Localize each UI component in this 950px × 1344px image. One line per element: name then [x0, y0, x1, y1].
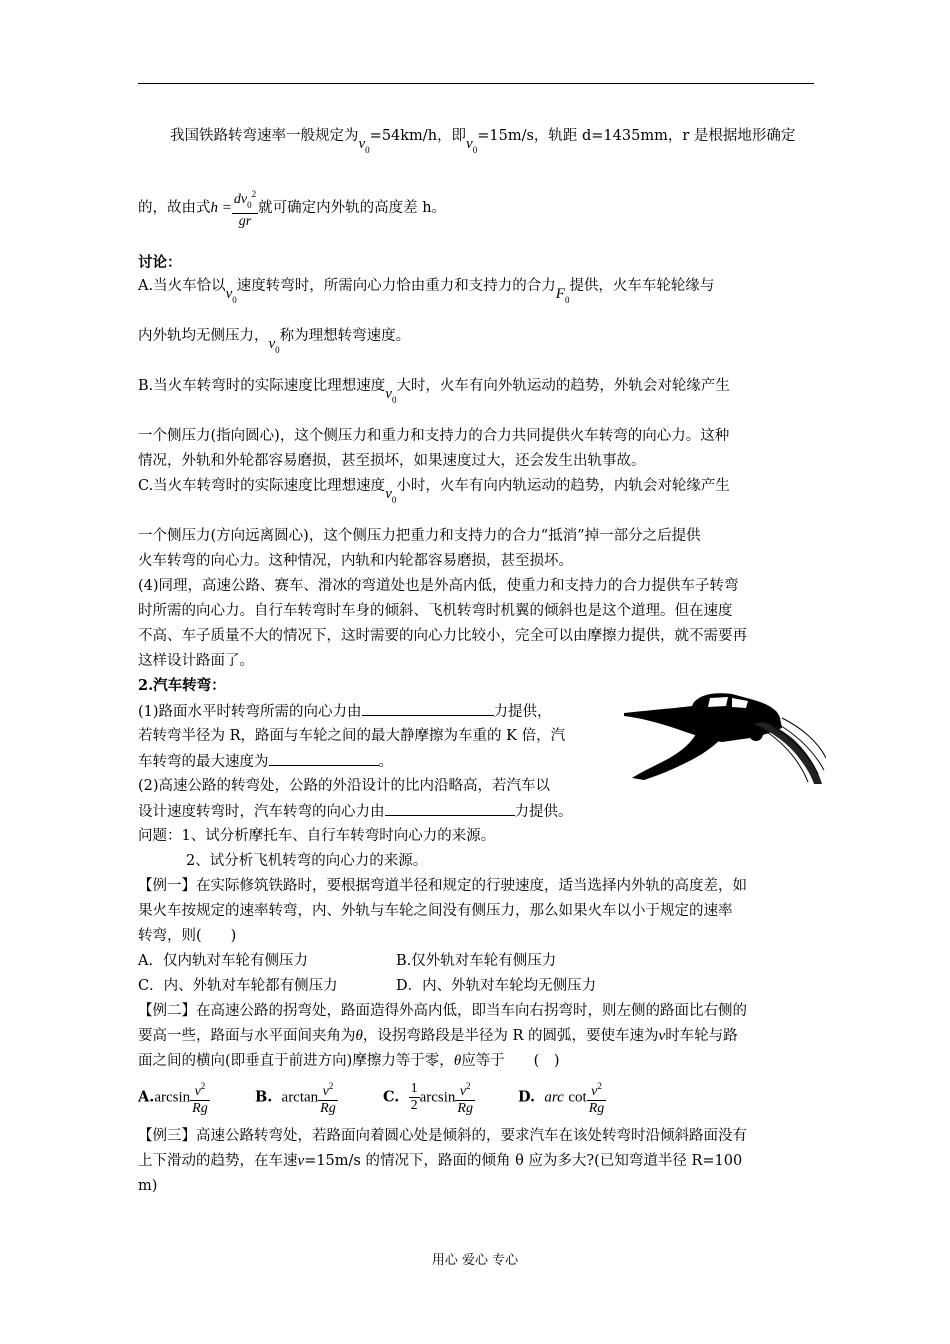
v0-symbol: $v_0$ [385, 486, 397, 505]
fraction: $\frac{v^2}{Rg}$ [318, 1078, 338, 1117]
discussion-b-line-3: 情况，外轨和外轮都容易磨损，甚至损坏，如果速度过大，还会发生出轨事故。 [138, 453, 646, 469]
v0-symbol: $v_0$ [358, 136, 370, 155]
text: 就可确定内外轨的高度差 h。 [258, 200, 447, 216]
example-2-line-2: 要高一些，路面与水平面间夹角为θ，设拐弯路段是半径为 R 的圆弧，要使车速为v时车轮与路 [138, 1028, 738, 1044]
car-section-heading: 2.汽车转弯： [138, 677, 226, 694]
car-q5: 设计速度转弯时，汽车转弯的向心力由 力提供。 [138, 801, 573, 822]
v0-symbol: $v_0$ [225, 286, 237, 305]
discussion-a-line-2: 内外轨均无侧压力，$v_0$称为理想转弯速度。 [138, 328, 411, 355]
car-q3: 车转弯的最大速度为 。 [138, 751, 393, 772]
example-1-option-d[interactable]: D．内、外轨对车轮均无侧压力 [396, 978, 597, 994]
text: =15m/s，轨距 d=1435mm，r 是根据地形确定 [477, 128, 796, 144]
text: 的，故由式 [138, 200, 211, 216]
v-symbol: v [297, 1153, 305, 1169]
problem-1: 问题：1、试分析摩托车、自行车转弯时向心力的来源。 [138, 828, 496, 844]
example-2-line-3: 面之间的横向(即垂直于前进方向)摩擦力等于零，θ应等于 ( ) [138, 1053, 560, 1069]
example-1-line-1: 【例一】在实际修筑铁路时，要根据弯道半径和规定的行驶速度，适当选择内外轨的高度差，如 [138, 878, 747, 894]
example-2-line-1: 【例二】在高速公路的拐弯处，路面造得外高内低，即当车向右拐弯时，则左侧的路面比右侧的 [138, 1003, 747, 1019]
text: =54km/h，即 [369, 128, 467, 144]
text: 我国铁路转弯速率一般规定为 [170, 128, 359, 144]
discussion-b-line-1: B.当火车转弯时的实际速度比理想速度$v_0$大时，火车有向外轨运动的趋势，外轨会对轮缘产生 [138, 378, 730, 405]
car-q4: (2)高速公路的转弯处，公路的外沿设计的比内沿略高，若汽车以 [138, 778, 551, 794]
intro-line-1 [170, 126, 796, 155]
example-3-line-2: 上下滑动的趋势，在车速v=15m/s 的情况下，路面的倾角 θ 应为多大?(已知弯道半径 R=100 [138, 1153, 743, 1169]
example-1-option-b[interactable]: B.仅外轨对车轮有侧压力 [396, 953, 557, 969]
answer-blank[interactable] [385, 801, 515, 816]
v-symbol: v [658, 1028, 666, 1044]
example-1-option-a[interactable]: A．仅内轨对车轮有侧压力 [138, 953, 308, 969]
answer-blank[interactable] [362, 701, 494, 716]
discussion-d-line-2: 时所需的向心力。自行车转弯时车身的倾斜、飞机转弯时机翼的倾斜也是这个道理。但在速度 [138, 603, 733, 619]
half-fraction: $\frac{1}{2}$ [410, 1081, 418, 1113]
fraction: $\frac{v^2}{Rg}$ [455, 1078, 475, 1117]
discussion-d-line-3: 不高、车子质量不大的情况下，这时需要的向心力比较小，完全可以由摩擦力提供，就不需要再 [138, 628, 747, 644]
example-2-option-d[interactable]: D. arc cot $\frac{v^2}{Rg}$ [518, 1078, 606, 1117]
car-q1: (1)路面水平时转弯所需的向心力由 力提供， [138, 701, 552, 722]
page-footer: 用心 爱心 专心 [431, 1253, 519, 1268]
answer-blank[interactable] [269, 751, 379, 766]
formula-lhs: h = [210, 200, 232, 216]
example-3-line-3: m) [138, 1178, 158, 1194]
example-3-line-1: 【例三】高速公路转弯处，若路面向着圆心处是倾斜的，要求汽车在该处转弯时沿倾斜路面没有 [138, 1128, 747, 1144]
discussion-d-line-1: (4)同理，高速公路、赛车、滑冰的弯道处也是外高内低，使重力和支持力的合力提供车子转弯 [138, 578, 739, 594]
example-1-line-3: 转弯，则( ) [138, 928, 237, 944]
intro-line-2 [138, 186, 446, 230]
example-1-option-c[interactable]: C．内、外轨对车轮都有侧压力 [138, 978, 338, 994]
discussion-b-line-2: 一个侧压力(指向圆心)，这个侧压力和重力和支持力的合力共同提供火车转弯的向心力。这种 [138, 428, 730, 444]
discussion-c-line-3: 火车转弯的向心力。这种情况，内轨和内轮都容易磨损，甚至损坏。 [138, 553, 573, 569]
header-rule [138, 83, 814, 84]
discussion-d-line-4: 这样设计路面了。 [138, 653, 254, 669]
theta-symbol: θ [453, 1053, 462, 1069]
f0-symbol: $F_0$ [555, 286, 570, 305]
v0-symbol: $v_0$ [268, 336, 280, 355]
fraction: $\frac{v^2}{Rg}$ [587, 1078, 607, 1117]
v0-symbol: $v_0$ [385, 386, 397, 405]
problem-2: 2、试分析飞机转弯的向心力的来源。 [186, 853, 428, 869]
discussion-c-line-2: 一个侧压力(方向远离圆心)，这个侧压力把重力和支持力的合力“抵消”掉一部分之后提供 [138, 528, 701, 544]
discussion-c-line-1: C.当火车转弯时的实际速度比理想速度$v_0$小时，火车有向内轨运动的趋势，内轨会对轮缘产生 [138, 478, 730, 505]
car-q2: 若转弯半径为 R，路面与车轮之间的最大静摩擦为车重的 K 倍，汽 [138, 728, 566, 744]
theta-symbol: θ [355, 1028, 363, 1044]
formula-fraction: $\frac{dv_0^2}{gr}$ [232, 186, 258, 230]
discussion-a-line-1: A.当火车恰以$v_0$速度转弯时，所需向心力恰由重力和支持力的合力$F_0$提供，火车车轮轮缘与 [138, 278, 715, 305]
example-1-line-2: 果火车按规定的速率转弯，内、外轨与车轮之间没有侧压力，那么如果火车以小于规定的速率 [138, 903, 733, 919]
discussion-heading: 讨论： [138, 254, 182, 271]
v0-symbol: $v_0$ [466, 136, 478, 155]
example-2-option-c[interactable]: C. $\frac{1}{2}$ arcsin $\frac{v^2}{Rg}$ [383, 1078, 475, 1117]
car-turning-illustration-icon [622, 688, 826, 788]
fraction: $\frac{v^2}{Rg}$ [190, 1078, 210, 1117]
example-2-option-a[interactable]: A.arcsin $\frac{v^2}{Rg}$ [138, 1078, 210, 1117]
example-2-option-b[interactable]: B. arctan $\frac{v^2}{Rg}$ [255, 1078, 338, 1117]
